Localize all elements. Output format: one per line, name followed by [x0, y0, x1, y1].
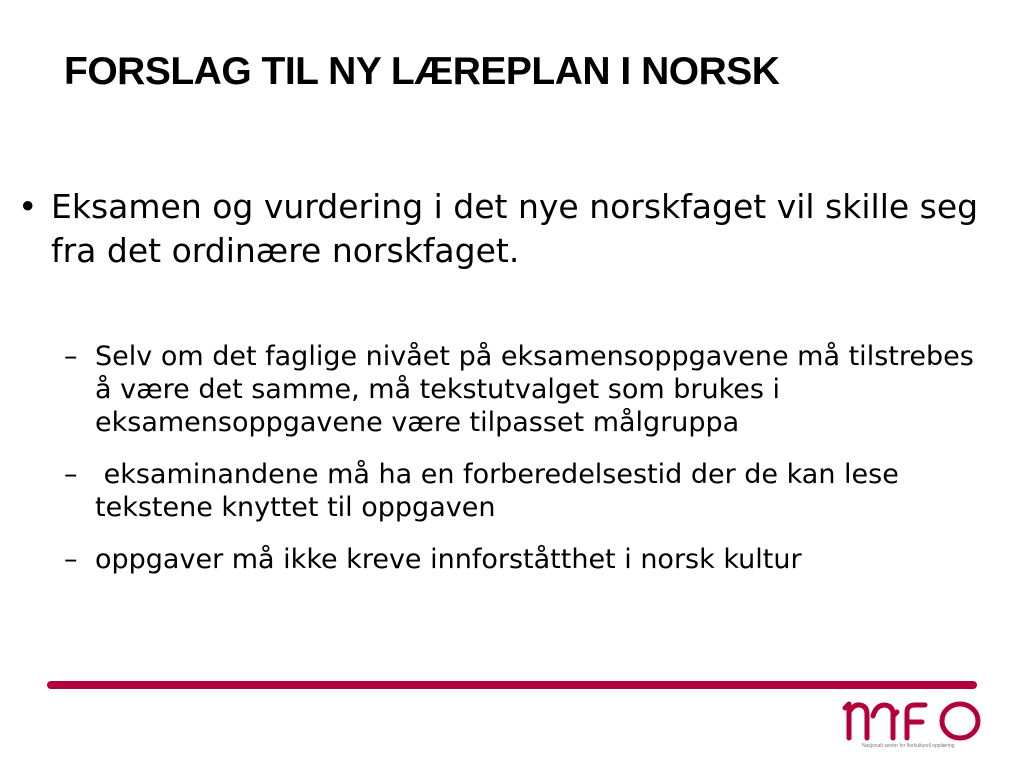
sub-bullet-list	[64, 340, 984, 595]
sub-bullet-marker: –	[64, 341, 78, 372]
sub-bullet	[64, 458, 984, 524]
slide-title: FORSLAG TIL NY LÆREPLAN I NORSK	[64, 50, 780, 93]
main-bullet-text: Eksamen og vurdering i det nye norskfaget vil skille seg fra det ordinære norskfaget.	[51, 187, 979, 270]
bullet-marker: •	[18, 187, 38, 226]
sub-bullet-marker: –	[64, 459, 78, 490]
sub-bullet-text: Selv om det faglige nivået på eksamensoppgavene må tilstrebes å være det samme, må tekstutvalget som brukes i eksamensoppgavene være tilpasset målgruppa	[95, 341, 983, 438]
sub-bullet-text: eksaminandene må ha en forberedelsestid der de kan lese tekstene knyttet til oppgaven	[95, 459, 908, 523]
sub-bullet	[64, 340, 984, 439]
main-bullet	[18, 185, 988, 273]
sub-bullet-marker: –	[64, 544, 78, 575]
logo-tagline: Nasjonalt senter for flerkulturell opplæring	[862, 743, 955, 749]
sub-bullet	[64, 543, 984, 576]
sub-bullet-text: oppgaver må ikke kreve innforståtthet i norsk kultur	[95, 544, 802, 575]
footer-divider	[47, 681, 977, 689]
